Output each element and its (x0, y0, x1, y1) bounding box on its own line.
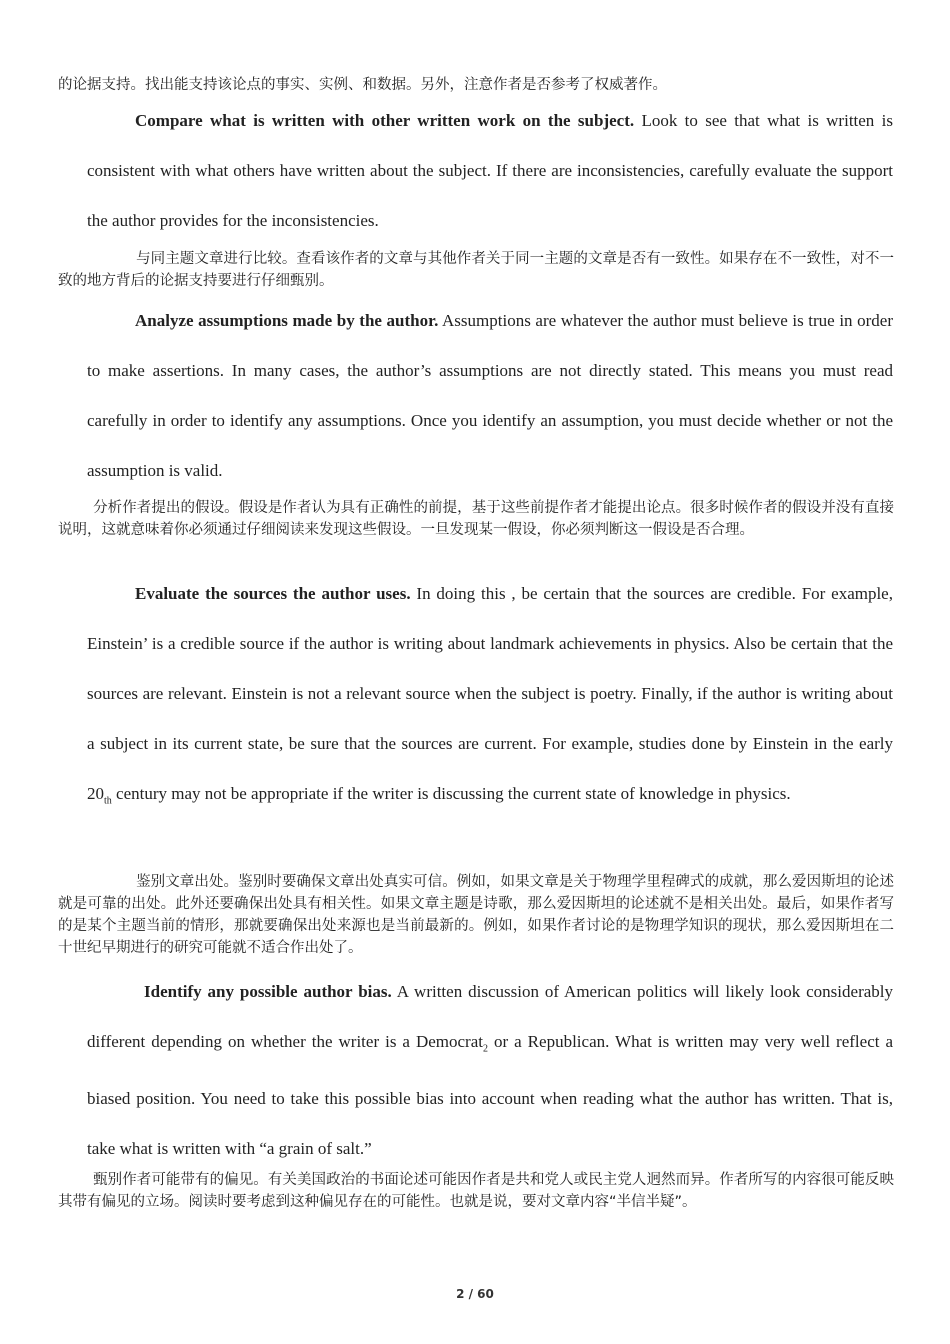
english-paragraph-compare (87, 96, 893, 246)
heading-sources: Evaluate the sources the author uses. (135, 584, 411, 603)
chinese-paragraph-assumptions (58, 497, 894, 541)
body-sources-a: In doing this , be certain that the sources are credible. For example, Einstein’ is a credible source if the author is writing about landmark achievements in physics. Also be certain that the sources are relevant. Einstein is not a relevant source when the subject is poetry. Finally, if the author is writing about a subject in its current state, be sure that the sources are current. For example, studies done by Einstein in the early 20 (87, 584, 893, 803)
page-number: 2 / 60 (456, 1287, 494, 1301)
text: 甄别作者可能带有的偏见。有关美国政治的书面论述可能因作者是共和党人或民主党人迥然而异。作者所写的内容很可能反映其带有偏见的立场。阅读时要考虑到这种偏见存在的可能性。也就是说，要对文章内容“半信半疑”。 (58, 1172, 894, 1210)
superscript-th: th (104, 795, 112, 807)
body-assumptions: Assumptions are whatever the author must believe is true in order to make assertions. In many cases, the author’s assumptions are not directly stated. This means you must read carefully in order to identify any assumptions. Once you identify an assumption, you must decide whether or not the assumption is valid. (87, 311, 893, 480)
english-paragraph-assumptions (87, 296, 893, 496)
text: 鉴别文章出处。鉴别时要确保文章出处真实可信。例如，如果文章是关于物理学里程碑式的成就，那么爱因斯坦的论述就是可靠的出处。此外还要确保出处具有相关性。如果文章主题是诗歌，那么爱因斯坦的论述就不是相关出处。最后，如果作者写的是某个主题当前的情形，那就要确保出处来源也是当前最新的。例如，如果作者讨论的是物理学知识的现状，那么爱因斯坦在二十世纪早期进行的研究可能就不适合作出处了。 (58, 874, 894, 956)
text: 分析作者提出的假设。假设是作者认为具有正确性的前提，基于这些前提作者才能提出论点。很多时候作者的假设并没有直接说明，这就意味着你必须通过仔细阅读来发现这些假设。一旦发现某一假设，你必须判断这一假设是否合理。 (58, 500, 894, 538)
chinese-paragraph-sources (58, 871, 894, 959)
text: 的论据支持。找出能支持该论点的事实、实例、和数据。另外，注意作者是否参考了权威著作。 (58, 77, 667, 93)
body-bias-b: or a Republican. What is written may very well reflect a biased position. You need to take this possible bias into account when reading what the author has written. That is, take what is written with “a grain of salt.” (87, 1032, 893, 1159)
heading-compare: Compare what is written with other written work on the subject. (135, 111, 635, 130)
body-compare: Look to see that what is written is consistent with what others have written about the subject. If there are inconsistencies, carefully evaluate the support the author provides for the inconsistencies. (87, 111, 893, 230)
body-bias-a: A written discussion of American politics will likely look considerably different depending on whether the writer is a Democrat (87, 982, 894, 1051)
chinese-paragraph-compare (58, 248, 894, 292)
chinese-paragraph-intro (58, 74, 894, 96)
footnote-marker: 2 (483, 1043, 488, 1055)
heading-bias: Identify any possible author bias. (144, 982, 392, 1001)
body-sources-b: century may not be appropriate if the writer is discussing the current state of knowledge in physics. (111, 784, 791, 803)
english-paragraph-bias (87, 967, 893, 1174)
heading-assumptions: Analyze assumptions made by the author. (135, 311, 439, 330)
text: 与同主题文章进行比较。查看该作者的文章与其他作者关于同一主题的文章是否有一致性。如果存在不一致性，对不一致的地方背后的论据支持要进行仔细甄别。 (58, 251, 894, 289)
chinese-paragraph-bias (58, 1169, 894, 1213)
english-paragraph-sources (87, 569, 893, 826)
